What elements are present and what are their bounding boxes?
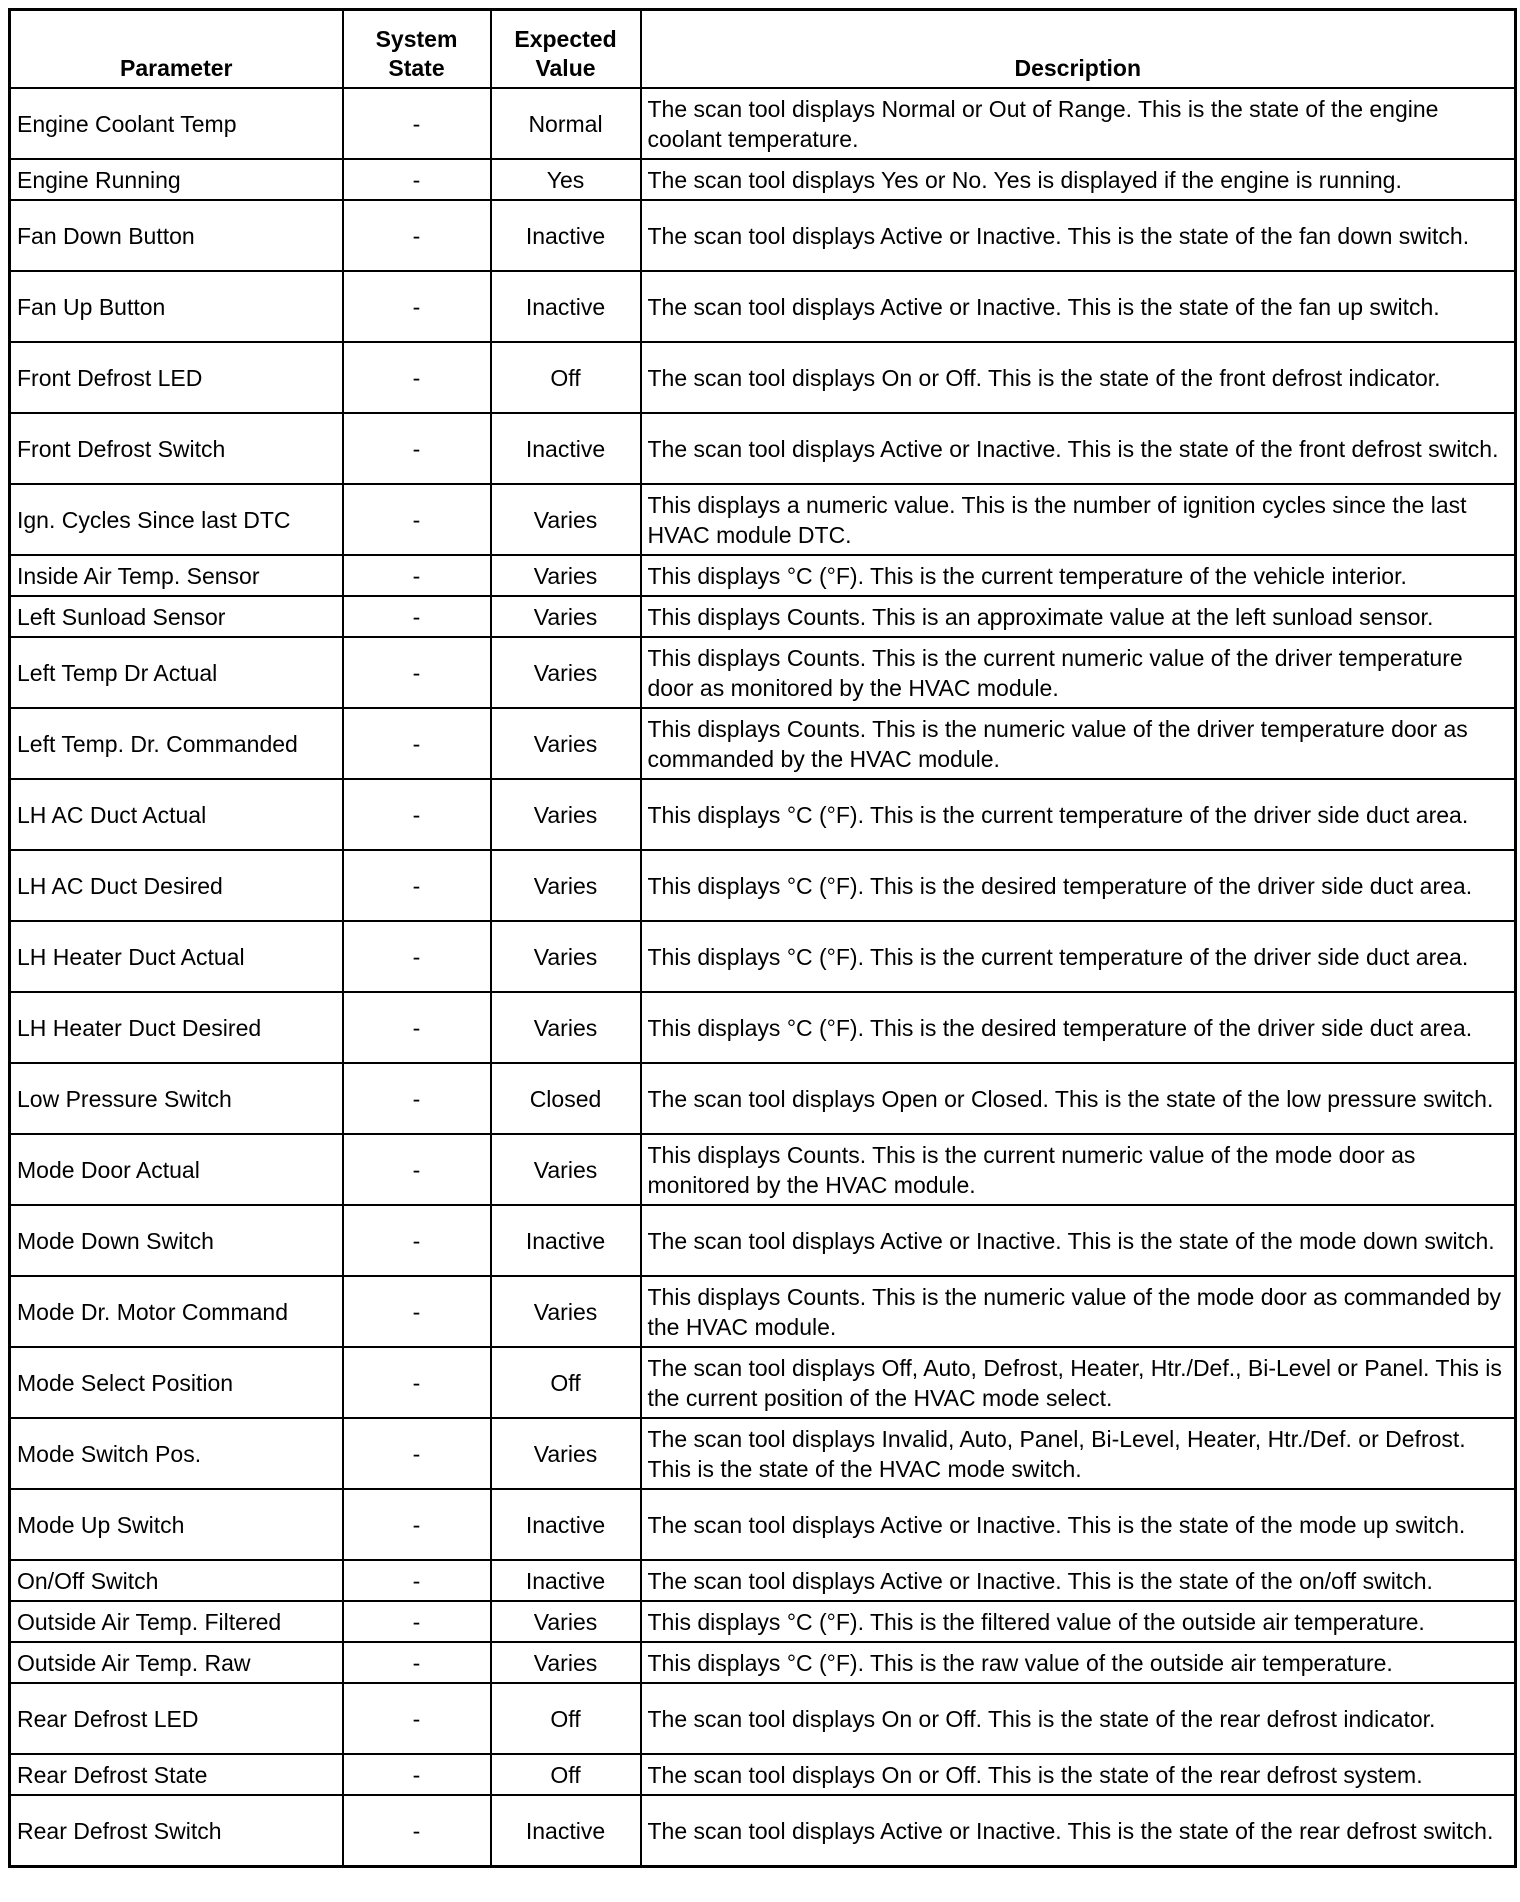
description-cell: This displays °C (°F). This is the current temperature of the driver side duct area. [641, 779, 1516, 850]
description-cell: The scan tool displays Invalid, Auto, Panel, Bi-Level, Heater, Htr./Def. or Defrost. This is the state of the HVAC mode switch. [641, 1418, 1516, 1489]
table-row [10, 1347, 1516, 1418]
parameter-cell: Mode Door Actual [10, 1134, 343, 1205]
table-row [10, 1418, 1516, 1489]
parameter-table [8, 8, 1517, 1868]
description-cell: This displays °C (°F). This is the current temperature of the vehicle interior. [641, 555, 1516, 596]
description-cell: This displays °C (°F). This is the current temperature of the driver side duct area. [641, 921, 1516, 992]
header-row [10, 10, 1516, 89]
table-row [10, 992, 1516, 1063]
parameter-cell: Left Temp. Dr. Commanded [10, 708, 343, 779]
table-row [10, 850, 1516, 921]
expected-value-cell: Varies [491, 850, 641, 921]
parameter-cell: Mode Select Position [10, 1347, 343, 1418]
expected-value-cell: Varies [491, 555, 641, 596]
description-cell: This displays °C (°F). This is the filtered value of the outside air temperature. [641, 1601, 1516, 1642]
system-state-cell: - [343, 637, 491, 708]
parameter-cell: LH Heater Duct Desired [10, 992, 343, 1063]
expected-value-cell: Inactive [491, 413, 641, 484]
expected-value-cell: Varies [491, 921, 641, 992]
description-cell: The scan tool displays Active or Inactive. This is the state of the front defrost switch. [641, 413, 1516, 484]
table-row [10, 779, 1516, 850]
expected-value-cell: Off [491, 1754, 641, 1795]
description-cell: The scan tool displays Active or Inactive. This is the state of the mode down switch. [641, 1205, 1516, 1276]
table-row [10, 1205, 1516, 1276]
header-parameter: Parameter [10, 10, 343, 89]
expected-value-cell: Off [491, 1683, 641, 1754]
system-state-cell: - [343, 484, 491, 555]
system-state-cell: - [343, 1754, 491, 1795]
expected-value-cell: Normal [491, 88, 641, 159]
expected-value-cell: Closed [491, 1063, 641, 1134]
parameter-cell: Outside Air Temp. Raw [10, 1642, 343, 1683]
parameter-cell: Rear Defrost LED [10, 1683, 343, 1754]
parameter-cell: Rear Defrost Switch [10, 1795, 343, 1867]
system-state-cell: - [343, 1642, 491, 1683]
system-state-cell: - [343, 1276, 491, 1347]
expected-value-cell: Varies [491, 1276, 641, 1347]
table-row [10, 708, 1516, 779]
system-state-cell: - [343, 1489, 491, 1560]
parameter-cell: Mode Down Switch [10, 1205, 343, 1276]
system-state-cell: - [343, 1347, 491, 1418]
system-state-cell: - [343, 708, 491, 779]
table-row [10, 1642, 1516, 1683]
expected-value-cell: Varies [491, 1418, 641, 1489]
table-row [10, 1560, 1516, 1601]
expected-value-cell: Varies [491, 637, 641, 708]
description-cell: The scan tool displays Active or Inactive. This is the state of the mode up switch. [641, 1489, 1516, 1560]
table-row [10, 271, 1516, 342]
system-state-cell: - [343, 850, 491, 921]
system-state-cell: - [343, 342, 491, 413]
system-state-cell: - [343, 1601, 491, 1642]
parameter-cell: Inside Air Temp. Sensor [10, 555, 343, 596]
parameter-cell: Front Defrost LED [10, 342, 343, 413]
expected-value-cell: Varies [491, 708, 641, 779]
parameter-cell: Engine Running [10, 159, 343, 200]
expected-value-cell: Varies [491, 779, 641, 850]
system-state-cell: - [343, 1795, 491, 1867]
description-cell: The scan tool displays Open or Closed. This is the state of the low pressure switch. [641, 1063, 1516, 1134]
description-cell: The scan tool displays Active or Inactive. This is the state of the on/off switch. [641, 1560, 1516, 1601]
expected-value-cell: Inactive [491, 200, 641, 271]
table-row [10, 1063, 1516, 1134]
table-row [10, 1795, 1516, 1867]
description-cell: The scan tool displays Active or Inactive. This is the state of the fan down switch. [641, 200, 1516, 271]
parameter-cell: LH Heater Duct Actual [10, 921, 343, 992]
description-cell: This displays Counts. This is an approximate value at the left sunload sensor. [641, 596, 1516, 637]
expected-value-cell: Off [491, 342, 641, 413]
system-state-cell: - [343, 779, 491, 850]
system-state-cell: - [343, 1134, 491, 1205]
system-state-cell: - [343, 555, 491, 596]
description-cell: This displays Counts. This is the current numeric value of the driver temperature door as monitored by the HVAC module. [641, 637, 1516, 708]
table-row [10, 342, 1516, 413]
expected-value-cell: Inactive [491, 1489, 641, 1560]
expected-value-cell: Varies [491, 992, 641, 1063]
parameter-cell: Outside Air Temp. Filtered [10, 1601, 343, 1642]
table-row [10, 555, 1516, 596]
table-row [10, 413, 1516, 484]
system-state-cell: - [343, 596, 491, 637]
description-cell: The scan tool displays On or Off. This is the state of the rear defrost system. [641, 1754, 1516, 1795]
expected-value-cell: Off [491, 1347, 641, 1418]
system-state-cell: - [343, 200, 491, 271]
parameter-cell: Rear Defrost State [10, 1754, 343, 1795]
system-state-cell: - [343, 1683, 491, 1754]
description-cell: The scan tool displays Off, Auto, Defrost, Heater, Htr./Def., Bi-Level or Panel. This is the current position of the HVAC mode select. [641, 1347, 1516, 1418]
parameter-cell: Left Temp Dr Actual [10, 637, 343, 708]
system-state-cell: - [343, 992, 491, 1063]
table-row [10, 484, 1516, 555]
table-row [10, 159, 1516, 200]
parameter-cell: LH AC Duct Desired [10, 850, 343, 921]
description-cell: This displays a numeric value. This is the number of ignition cycles since the last HVAC module DTC. [641, 484, 1516, 555]
table-row [10, 1134, 1516, 1205]
table-row [10, 637, 1516, 708]
parameter-cell: Front Defrost Switch [10, 413, 343, 484]
parameter-cell: Mode Switch Pos. [10, 1418, 343, 1489]
parameter-cell: Left Sunload Sensor [10, 596, 343, 637]
expected-value-cell: Inactive [491, 1560, 641, 1601]
expected-value-cell: Varies [491, 1601, 641, 1642]
table-row [10, 1754, 1516, 1795]
table-row [10, 1489, 1516, 1560]
parameter-cell: Engine Coolant Temp [10, 88, 343, 159]
parameter-cell: Fan Up Button [10, 271, 343, 342]
expected-value-cell: Yes [491, 159, 641, 200]
description-cell: The scan tool displays Normal or Out of Range. This is the state of the engine coolant temperature. [641, 88, 1516, 159]
description-cell: This displays Counts. This is the current numeric value of the mode door as monitored by the HVAC module. [641, 1134, 1516, 1205]
table-row [10, 1276, 1516, 1347]
parameter-cell: LH AC Duct Actual [10, 779, 343, 850]
expected-value-cell: Inactive [491, 1205, 641, 1276]
description-cell: This displays °C (°F). This is the desired temperature of the driver side duct area. [641, 992, 1516, 1063]
header-description: Description [641, 10, 1516, 89]
parameter-cell: Mode Up Switch [10, 1489, 343, 1560]
parameter-cell: Low Pressure Switch [10, 1063, 343, 1134]
parameter-cell: On/Off Switch [10, 1560, 343, 1601]
table-row [10, 1683, 1516, 1754]
description-cell: This displays °C (°F). This is the raw value of the outside air temperature. [641, 1642, 1516, 1683]
description-cell: The scan tool displays Yes or No. Yes is displayed if the engine is running. [641, 159, 1516, 200]
description-cell: The scan tool displays Active or Inactive. This is the state of the fan up switch. [641, 271, 1516, 342]
table-row [10, 1601, 1516, 1642]
description-cell: This displays Counts. This is the numeric value of the driver temperature door as commanded by the HVAC module. [641, 708, 1516, 779]
parameter-cell: Mode Dr. Motor Command [10, 1276, 343, 1347]
table-row [10, 596, 1516, 637]
description-cell: The scan tool displays Active or Inactive. This is the state of the rear defrost switch. [641, 1795, 1516, 1867]
system-state-cell: - [343, 1418, 491, 1489]
system-state-cell: - [343, 271, 491, 342]
parameter-cell: Ign. Cycles Since last DTC [10, 484, 343, 555]
system-state-cell: - [343, 413, 491, 484]
system-state-cell: - [343, 1205, 491, 1276]
header-expected-value: Expected Value [491, 10, 641, 89]
system-state-cell: - [343, 88, 491, 159]
table-row [10, 921, 1516, 992]
expected-value-cell: Inactive [491, 1795, 641, 1867]
system-state-cell: - [343, 1063, 491, 1134]
expected-value-cell: Inactive [491, 271, 641, 342]
system-state-cell: - [343, 921, 491, 992]
description-cell: The scan tool displays On or Off. This is the state of the rear defrost indicator. [641, 1683, 1516, 1754]
table-row [10, 88, 1516, 159]
description-cell: The scan tool displays On or Off. This is the state of the front defrost indicator. [641, 342, 1516, 413]
description-cell: This displays Counts. This is the numeric value of the mode door as commanded by the HVAC module. [641, 1276, 1516, 1347]
expected-value-cell: Varies [491, 596, 641, 637]
system-state-cell: - [343, 159, 491, 200]
table-row [10, 200, 1516, 271]
expected-value-cell: Varies [491, 484, 641, 555]
description-cell: This displays °C (°F). This is the desired temperature of the driver side duct area. [641, 850, 1516, 921]
parameter-cell: Fan Down Button [10, 200, 343, 271]
system-state-cell: - [343, 1560, 491, 1601]
header-system-state: System State [343, 10, 491, 89]
expected-value-cell: Varies [491, 1134, 641, 1205]
expected-value-cell: Varies [491, 1642, 641, 1683]
